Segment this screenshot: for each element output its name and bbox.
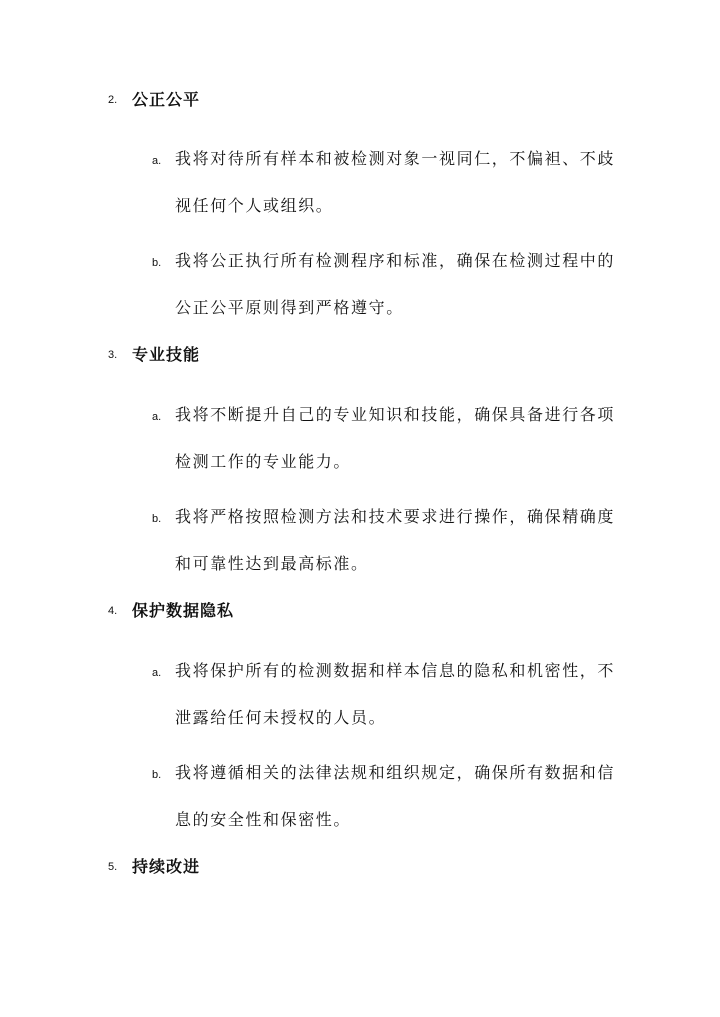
section-title: 持续改进 [132,857,201,876]
section-title: 保护数据隐私 [132,601,235,620]
section-number: 3. [108,349,118,361]
item-text: 我将对待所有样本和被检测对象一视同仁，不偏袒、不歧视任何个人或组织。 [175,149,616,215]
item-marker: a. [152,411,162,423]
item-marker: b. [152,513,162,525]
item-text: 我将遵循相关的法律法规和组织规定，确保所有数据和信息的安全性和保密性。 [175,763,616,829]
item-marker: a. [152,155,162,167]
item-text: 我将严格按照检测方法和技术要求进行操作，确保精确度和可靠性达到最高标准。 [175,507,616,573]
section-number: 4. [108,605,118,617]
item-text: 我将公正执行所有检测程序和标准，确保在检测过程中的公正公平原则得到严格遵守。 [175,251,616,317]
item-text: 我将不断提升自己的专业知识和技能，确保具备进行各项检测工作的专业能力。 [175,405,616,471]
item-marker: a. [152,667,162,679]
item-marker: b. [152,769,162,781]
section-title: 专业技能 [132,345,201,364]
section-title: 公正公平 [132,90,201,109]
item-text: 我将保护所有的检测数据和样本信息的隐私和机密性，不泄露给任何未授权的人员。 [175,661,616,727]
item-marker: b. [152,257,162,269]
section-number: 5. [108,861,118,873]
section-number: 2. [108,94,118,106]
